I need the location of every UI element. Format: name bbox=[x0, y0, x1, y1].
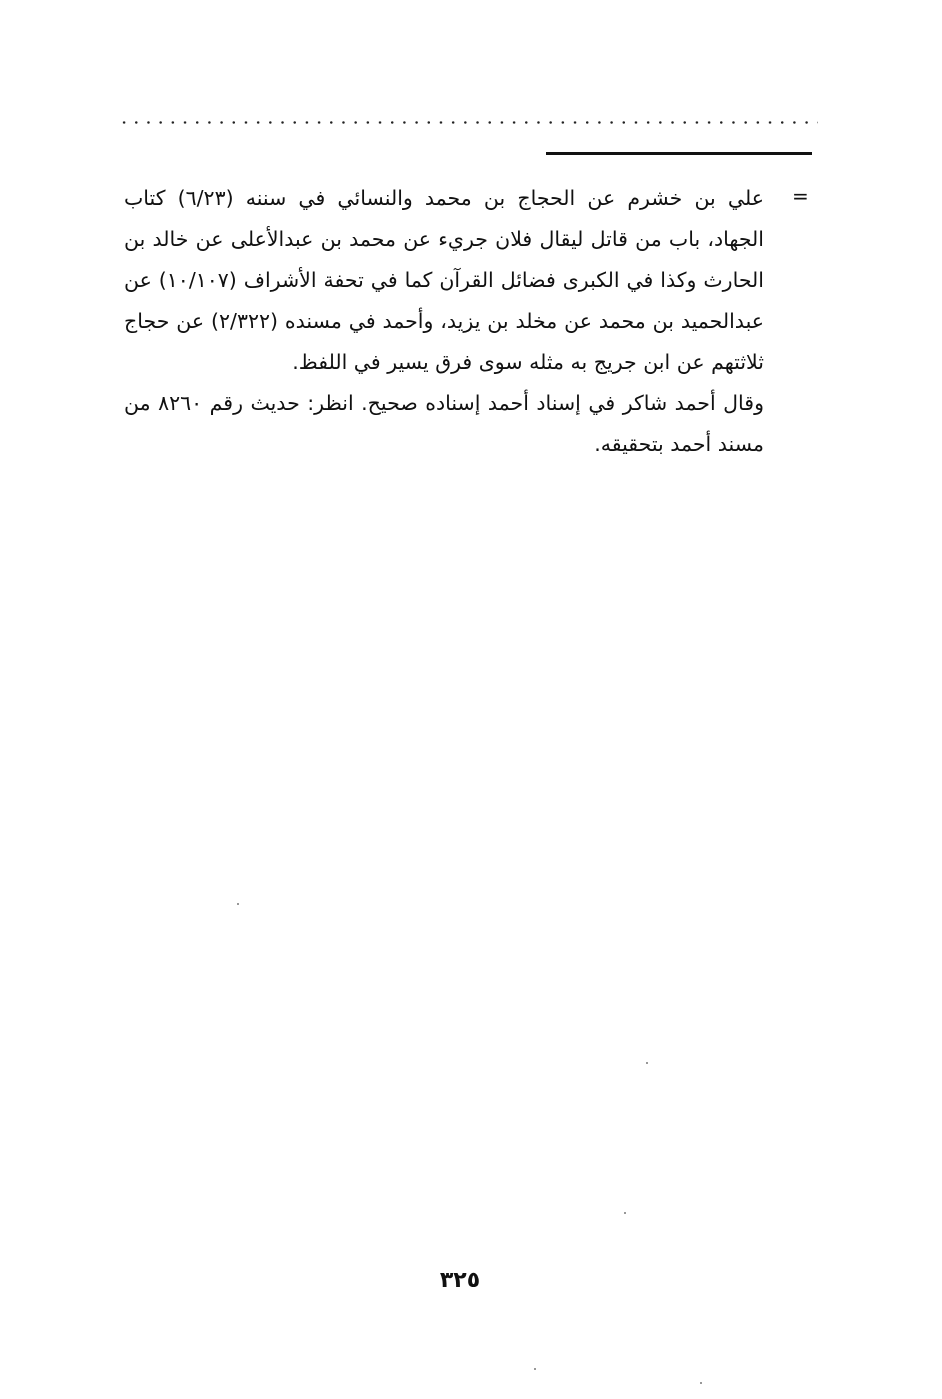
separator-dots bbox=[118, 121, 818, 124]
footnote-paragraph-1: علي بن خشرم عن الحجاج بن محمد والنسائي في سننه (٦/٢٣) كتاب الجهاد، باب من قاتل ليقال فلان جريء عن محمد بن عبدالأعلى عن خالد بن الحارث وكذا في الكبرى فضائل القرآن كما في تحفة الأشراف (١٠/١٠٧) عن عبدالحميد بن محمد عن مخلد بن يزيد، وأحمد في مسنده (٢/٣٢٢) عن حجاج ثلاثتهم عن ابن جريج به مثله سوى فرق يسير في اللفظ. bbox=[124, 186, 764, 374]
dotted-separator bbox=[118, 118, 818, 126]
scan-speck bbox=[700, 1382, 702, 1384]
footnote-text bbox=[124, 178, 764, 465]
footnote-rule bbox=[546, 152, 812, 155]
scan-speck bbox=[237, 903, 239, 905]
page-number: ٣٢٥ bbox=[439, 1268, 481, 1293]
scan-speck bbox=[534, 1368, 536, 1370]
continuation-mark: = bbox=[792, 184, 809, 208]
footnote-paragraph-2: وقال أحمد شاكر في إسناد أحمد إسناده صحيح. انظر: حديث رقم ٨٢٦٠ من مسند أحمد بتحقيقه. bbox=[124, 391, 764, 456]
scan-speck bbox=[624, 1212, 626, 1214]
scan-speck bbox=[646, 1062, 648, 1064]
